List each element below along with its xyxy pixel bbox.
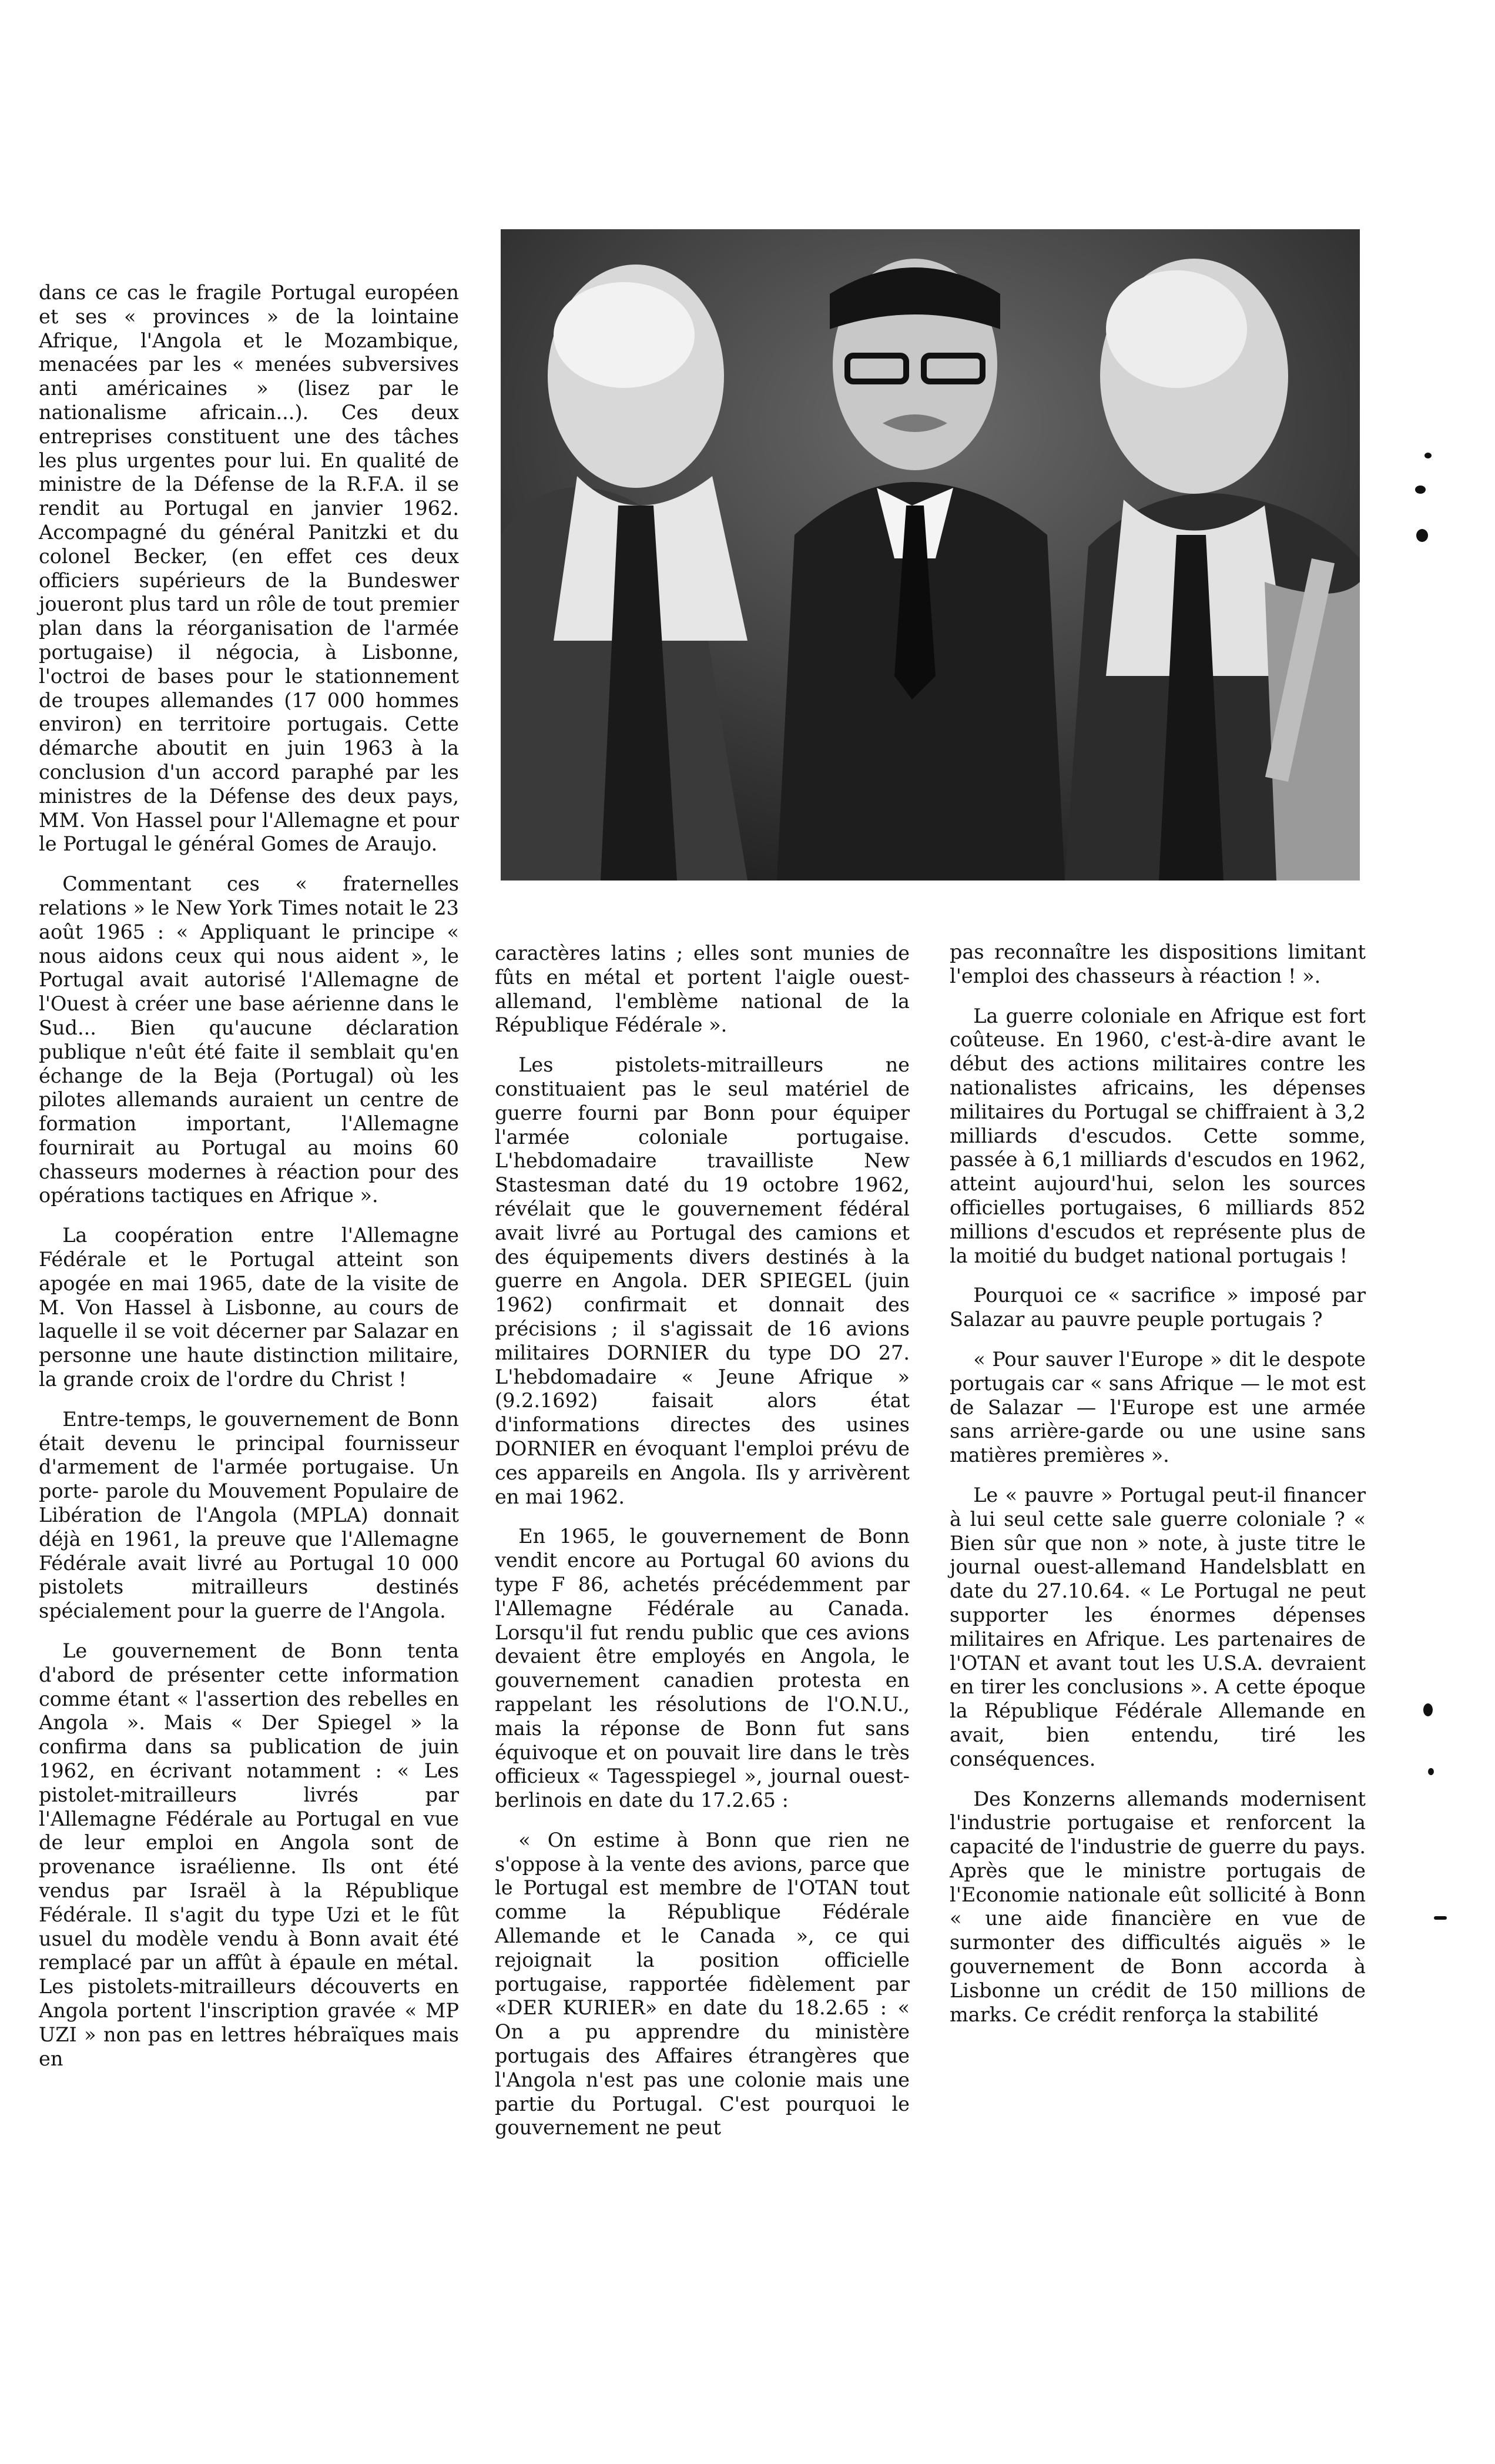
paragraph: La coopération entre l'Allemagne Fédérale et le Portugal atteint son apogée en mai 1965, date de la visite de M. Von Hassel à Lisbonne, au cours de laquelle il se voit décerner par Salazar en personne une haute distinction militaire, la grande croix de l'ordre du Christ ! — [39, 1224, 459, 1391]
paragraph: Des Konzerns allemands modernisent l'industrie portugaise et renforcent la capacité de l'industrie de guerre du pays. Après que le ministre portugais de l'Economie nationale eût sollicité à Bonn « une aide financière en vue de surmonter des difficultés aiguës » le gouvernement de Bonn accorda à Lisbonne un crédit de 150 millions de marks. Ce crédit renforça la stabilité — [950, 1787, 1366, 2026]
paragraph: Pourquoi ce « sacrifice » imposé par Salazar au pauvre peuple portugais ? — [950, 1284, 1366, 1331]
paragraph: Commentant ces « fraternelles relations » le New York Times notait le 23 août 1965 : « Appliquant le principe « nous aidons ceux qui nous aident », le Portugal avait autorisé l'Allemagne de l'Ouest à créer une base aérienne dans le Sud... Bien qu'aucune déclaration publique n'eût été faite il semblait qu'en échange de la Beja (Portugal) où les pilotes allemands auraient un centre de formation important, l'Allemagne fournirait au Portugal au moins 60 chasseurs modernes à réaction pour des opérations tactiques en Afrique ». — [39, 872, 459, 1207]
scan-speck — [1428, 1768, 1434, 1775]
paragraph: caractères latins ; elles sont munies de fûts en métal et portent l'aigle ouest-allemand, l'emblème national de la République Fédérale ». — [495, 942, 910, 1037]
paragraph: « On estime à Bonn que rien ne s'oppose à la vente des avions, parce que le Portugal est membre de l'OTAN tout comme la République Fédérale Allemande et le Canada », ce qui rejoignait la position officielle portugaise, rapportée fidèlement par «DER KURIER» en date du 18.2.65 : « On a pu apprendre du ministère portugais des Affaires étrangères que l'Angola n'est pas une colonie mais une partie du Portugal. C'est pourquoi le gouvernement ne peut — [495, 1828, 910, 2140]
scan-speck — [1423, 1703, 1433, 1716]
paragraph: En 1965, le gouvernement de Bonn vendit encore au Portugal 60 avions du type F 86, achetés précédemment par l'Allemagne Fédérale au Canada. Lorsqu'il fut rendu public que ces avions devaient être employés en Angola, le gouvernement canadien protesta en rappelant les résolutions de l'O.N.U., mais la réponse de Bonn fut sans équivoque et on pouvait lire dans le très officieux « Tagesspiegel », journal ouest-berlinois en date du 17.2.65 : — [495, 1525, 910, 1812]
scan-speck — [1416, 529, 1428, 542]
paragraph: « Pour sauver l'Europe » dit le despote portugais car « sans Afrique — le mot est de Salazar — l'Europe est une armée sans arrière-garde ou une usine sans matières premières ». — [950, 1347, 1366, 1467]
photo-illustration — [501, 229, 1360, 881]
paragraph: dans ce cas le fragile Portugal européen et ses « provinces » de la lointaine Afrique, l'Angola et le Mozambique, menacées par les « menées subversives anti américaines » (lisez par le nationalisme africain...). Ces deux entreprises constituent une des tâches les plus urgentes pour lui. En qualité de ministre de la Défense de la R.F.A. il se rendit au Portugal en janvier 1962. Accompagné du général Panitzki et du colonel Becker, (en effet ces deux officiers supérieurs de la Bundeswer joueront plus tard un rôle de tout premier plan dans la réorganisation de l'armée portugaise) il négocia, à Lisbonne, l'octroi de bases pour le stationnement de troupes allemandes (17 000 hommes environ) en territoire portugais. Cette démarche aboutit en juin 1963 à la conclusion d'un accord paraphé par les ministres de la Défense des deux pays, MM. Von Hassel pour l'Allemagne et pour le Portugal le général Gomes de Araujo. — [39, 281, 459, 856]
article-column-3 — [950, 940, 1366, 2043]
paragraph: La guerre coloniale en Afrique est fort coûteuse. En 1960, c'est-à-dire avant le début des actions militaires contre les nationalistes africains, les dépenses militaires du Portugal se chiffraient à 3,2 milliards d'escudos. Cette somme, passée à 6,1 milliards d'escudos en 1962, atteint aujourd'hui, selon les sources officielles portugaises, 6 milliards 852 millions d'escudos et représente plus de la moitié du budget national portugais ! — [950, 1004, 1366, 1267]
scan-speck — [1434, 1916, 1447, 1920]
paragraph: Les pistolets-mitrailleurs ne constituaient pas le seul matériel de guerre fourni par Bonn pour équiper l'armée coloniale portugaise. L'hebdomadaire travailliste New Stastesman daté du 19 octobre 1962, révélait que le gouvernement fédéral avait livré au Portugal des camions et des équipements divers destinés à la guerre en Angola. DER SPIEGEL (juin 1962) confirmait et donnait des précisions ; il s'agissait de 16 avions militaires DORNIER du type DO 27. L'hebdomadaire « Jeune Afrique » (9.2.1692) faisait alors état d'informations directes des usines DORNIER en évoquant l'emploi prévu de ces appareils en Angola. Ils y arrivèrent en mai 1962. — [495, 1053, 910, 1508]
scan-speck — [1415, 486, 1426, 494]
scan-speck — [1424, 453, 1432, 458]
paragraph: Entre-temps, le gouvernement de Bonn était devenu le principal fournisseur d'armement de l'armée portugaise. Un porte- parole du Mouvement Populaire de Libération de l'Angola (MPLA) donnait déjà en 1961, la preuve que l'Allemagne Fédérale avait livré au Portugal 10 000 pistolets mitrailleurs destinés spécialement pour la guerre de l'Angola. — [39, 1407, 459, 1623]
paragraph: Le « pauvre » Portugal peut-il financer à lui seul cette sale guerre coloniale ? « Bien sûr que non » note, à juste titre le journal ouest-allemand Handelsblatt en date du 27.10.64. « Le Portugal ne peut supporter les énormes dépenses militaires en Afrique. Les partenaires de l'OTAN et avant tout les U.S.A. devraient en tirer les conclusions ». A cette époque la République Fédérale Allemande en avait, bien entendu, tiré les conséquences. — [950, 1483, 1366, 1770]
article-column-1 — [39, 281, 459, 2087]
paragraph: pas reconnaître les dispositions limitant l'emploi des chasseurs à réaction ! ». — [950, 940, 1366, 987]
news-photograph — [501, 229, 1360, 881]
paragraph: Le gouvernement de Bonn tenta d'abord de présenter cette information comme étant « l'assertion des rebelles en Angola ». Mais « Der Spiegel » la confirma dans sa publication de juin 1962, en écrivant notamment : « Les pistolet-mitrailleurs livrés par l'Allemagne Fédérale au Portugal en vue de leur emploi en Angola sont de provenance israélienne. Ils ont été vendus par Israël à la République Fédérale. Il s'agit du type Uzi et le fût usuel du modèle vendu à Bonn avait été remplacé par un affût à épaule en métal. Les pistolets-mitrailleurs découverts en Angola portent l'inscription gravée « MP UZI » non pas en lettres hébraïques mais en — [39, 1639, 459, 2070]
article-column-2 — [495, 942, 910, 2156]
